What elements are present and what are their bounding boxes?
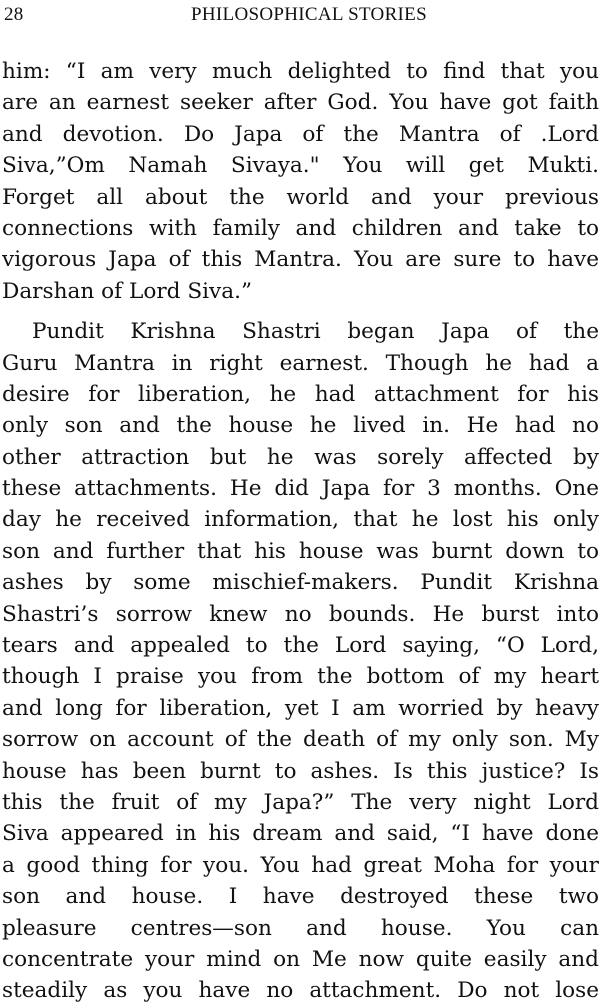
text-line: are an earnest seeker after God. You have got faith xyxy=(2,90,599,116)
text-line: only son and the house he lived in. He had no xyxy=(2,413,599,439)
text-line: steadily as you have no attachment. Do not lose xyxy=(2,978,599,1004)
text-line: this the fruit of my Japa?” The very night Lord xyxy=(2,789,599,815)
text-line: house has been burnt to ashes. Is this justice? Is xyxy=(2,758,599,784)
text-line: Pundit Krishna Shastri began Japa of the xyxy=(32,319,599,345)
text-line: day he received information, that he lost his only xyxy=(2,507,599,533)
text-line: sorrow on account of the death of my only son. My xyxy=(2,727,599,753)
text-line: and devotion. Do Japa of the Mantra of .Lord xyxy=(2,121,599,147)
text-line: and long for liberation, yet I am worried by heavy xyxy=(2,695,599,721)
text-line: tears and appealed to the Lord saying, “O Lord, xyxy=(2,633,599,659)
text-line: Siva appeared in his dream and said, “I have done xyxy=(2,821,599,847)
text-line: son and house. I have destroyed these two xyxy=(2,884,599,910)
text-line: Guru Mantra in right earnest. Though he had a xyxy=(2,350,599,376)
text-line: desire for liberation, he had attachment for his xyxy=(2,381,599,407)
body-text xyxy=(2,56,599,1007)
text-line: Shastri’s sorrow knew no bounds. He burst into xyxy=(2,601,599,627)
text-line: connections with family and children and take to xyxy=(2,215,599,241)
running-title: PHILOSOPHICAL STORIES xyxy=(191,4,427,25)
text-line: though I praise you from the bottom of my heart xyxy=(2,664,599,690)
page-number: 28 xyxy=(4,4,24,25)
text-line: a good thing for you. You had great Moha for your xyxy=(2,852,599,878)
text-line: pleasure centres—son and house. You can xyxy=(2,915,599,941)
text-line: Forget all about the world and your previous xyxy=(2,184,599,210)
text-line: Darshan of Lord Siva.” xyxy=(2,278,253,304)
text-line: other attraction but he was sorely affected by xyxy=(2,444,599,470)
text-line: son and further that his house was burnt down to xyxy=(2,538,599,564)
paragraph-gap xyxy=(2,307,599,316)
page-header xyxy=(4,4,594,28)
text-line: these attachments. He did Japa for 3 months. One xyxy=(2,476,599,502)
text-line: vigorous Japa of this Mantra. You are sure to have xyxy=(2,247,599,273)
text-line: Siva,”Om Namah Sivaya." You will get Mukti. xyxy=(2,153,599,179)
text-line: concentrate your mind on Me now quite easily and xyxy=(2,946,599,972)
text-line: ashes by some mischief-makers. Pundit Krishna xyxy=(2,570,599,596)
text-line: him: “I am very much delighted to find that you xyxy=(2,59,599,84)
